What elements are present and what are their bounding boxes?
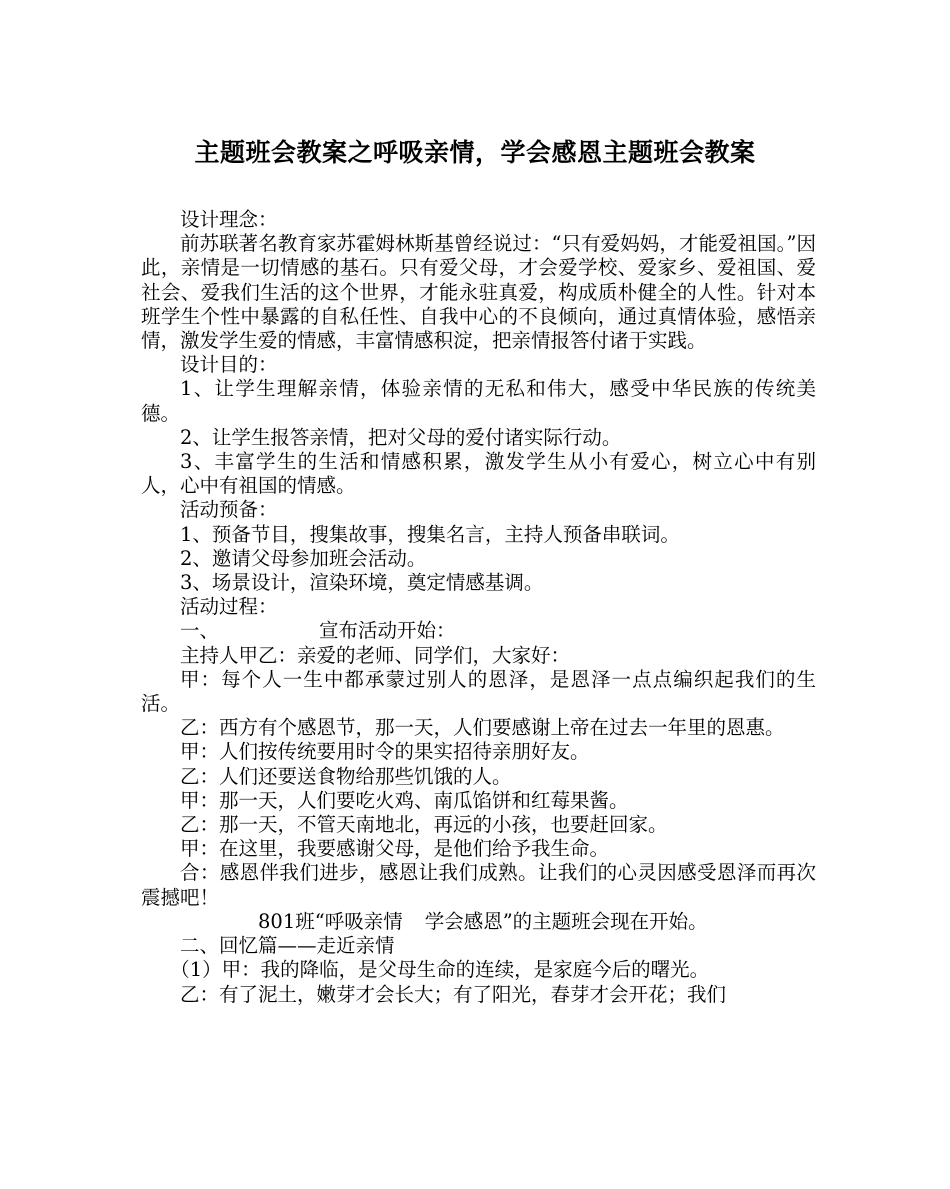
paragraph: 乙：人们还要送食物给那些饥饿的人。 [180, 764, 512, 788]
paragraph: 3、场景设计，渲染环境，奠定情感基调。 [180, 571, 544, 595]
document-body [141, 208, 816, 1007]
announcement-line [141, 910, 816, 934]
paragraph: 合：感恩伴我们进步，感恩让我们成熟。让我们的心灵因感受恩泽而再次震撼吧！ [141, 861, 816, 909]
paragraph: 活动过程： [180, 595, 278, 619]
paragraph: 2、让学生报答亲情，把对父母的爱付诸实际行动。 [180, 425, 622, 449]
page-title: 主题班会教案之呼吸亲情，学会感恩主题班会教案 [194, 138, 756, 167]
section-number: 一、 [180, 619, 220, 643]
section-heading [141, 619, 816, 643]
paragraph: 乙：那一天，不管天南地北，再远的小孩，也要赶回家。 [180, 813, 668, 837]
paragraph: 主持人甲乙：亲爱的老师、同学们，大家好： [180, 643, 571, 667]
paragraph: 1、预备节目，搜集故事，搜集名言，主持人预备串联词。 [180, 522, 680, 546]
paragraph: 甲：在这里，我要感谢父母，是他们给予我生命。 [180, 837, 610, 861]
paragraph: 二、回忆篇——走近亲情 [180, 934, 395, 958]
paragraph: 甲：那一天，人们要吃火鸡、南瓜馅饼和红莓果酱。 [180, 788, 629, 812]
paragraph: 1、让学生理解亲情，体验亲情的无私和伟大，感受中华民族的传统美德。 [141, 377, 816, 425]
paragraph: 设计目的： [180, 353, 278, 377]
paragraph: 活动预备： [180, 498, 278, 522]
paragraph: 2、邀请父母参加班会活动。 [180, 546, 427, 570]
announcement-part-1: 801班“呼吸亲情 [258, 909, 403, 933]
paragraph: （1）甲：我的降临，是父母生命的连续，是家庭今后的曙光。 [170, 958, 710, 982]
paragraph: 甲：每个人一生中都承蒙过别人的恩泽，是恩泽一点点编织起我们的生活。 [141, 667, 816, 716]
paragraph: 乙：有了泥土，嫩芽才会长大；有了阳光，春芽才会开花；我们 [180, 982, 727, 1006]
announcement-part-2: 学会感恩”的主题班会现在开始。 [424, 909, 708, 933]
paragraph: 乙：西方有个感恩节，那一天，人们要感谢上帝在过去一年里的恩惠。 [180, 716, 785, 740]
paragraph: 3、丰富学生的生活和情感积累，激发学生从小有爱心，树立心中有别人，心中有祖国的情感。 [141, 450, 816, 498]
section-text: 宣布活动开始： [319, 619, 456, 643]
paragraph: 前苏联著名教育家苏霍姆林斯基曾经说过：“只有爱妈妈，才能爱祖国。”因此，亲情是一切情感的基石。只有爱父母，才会爱学校、爱家乡、爱祖国、爱社会、爱我们生活的这个世界，才能永驻真爱，构成质朴健全的人性。针对本班学生个性中暴露的自私任性、自我中心的不良倾向，通过真情体验，感悟亲情，激发学生爱的情感，丰富情感积淀，把亲情报答付诸于实践。 [141, 232, 816, 353]
paragraph: 设计理念： [180, 208, 278, 231]
paragraph: 甲：人们按传统要用时令的果实招待亲朋好友。 [180, 740, 590, 764]
